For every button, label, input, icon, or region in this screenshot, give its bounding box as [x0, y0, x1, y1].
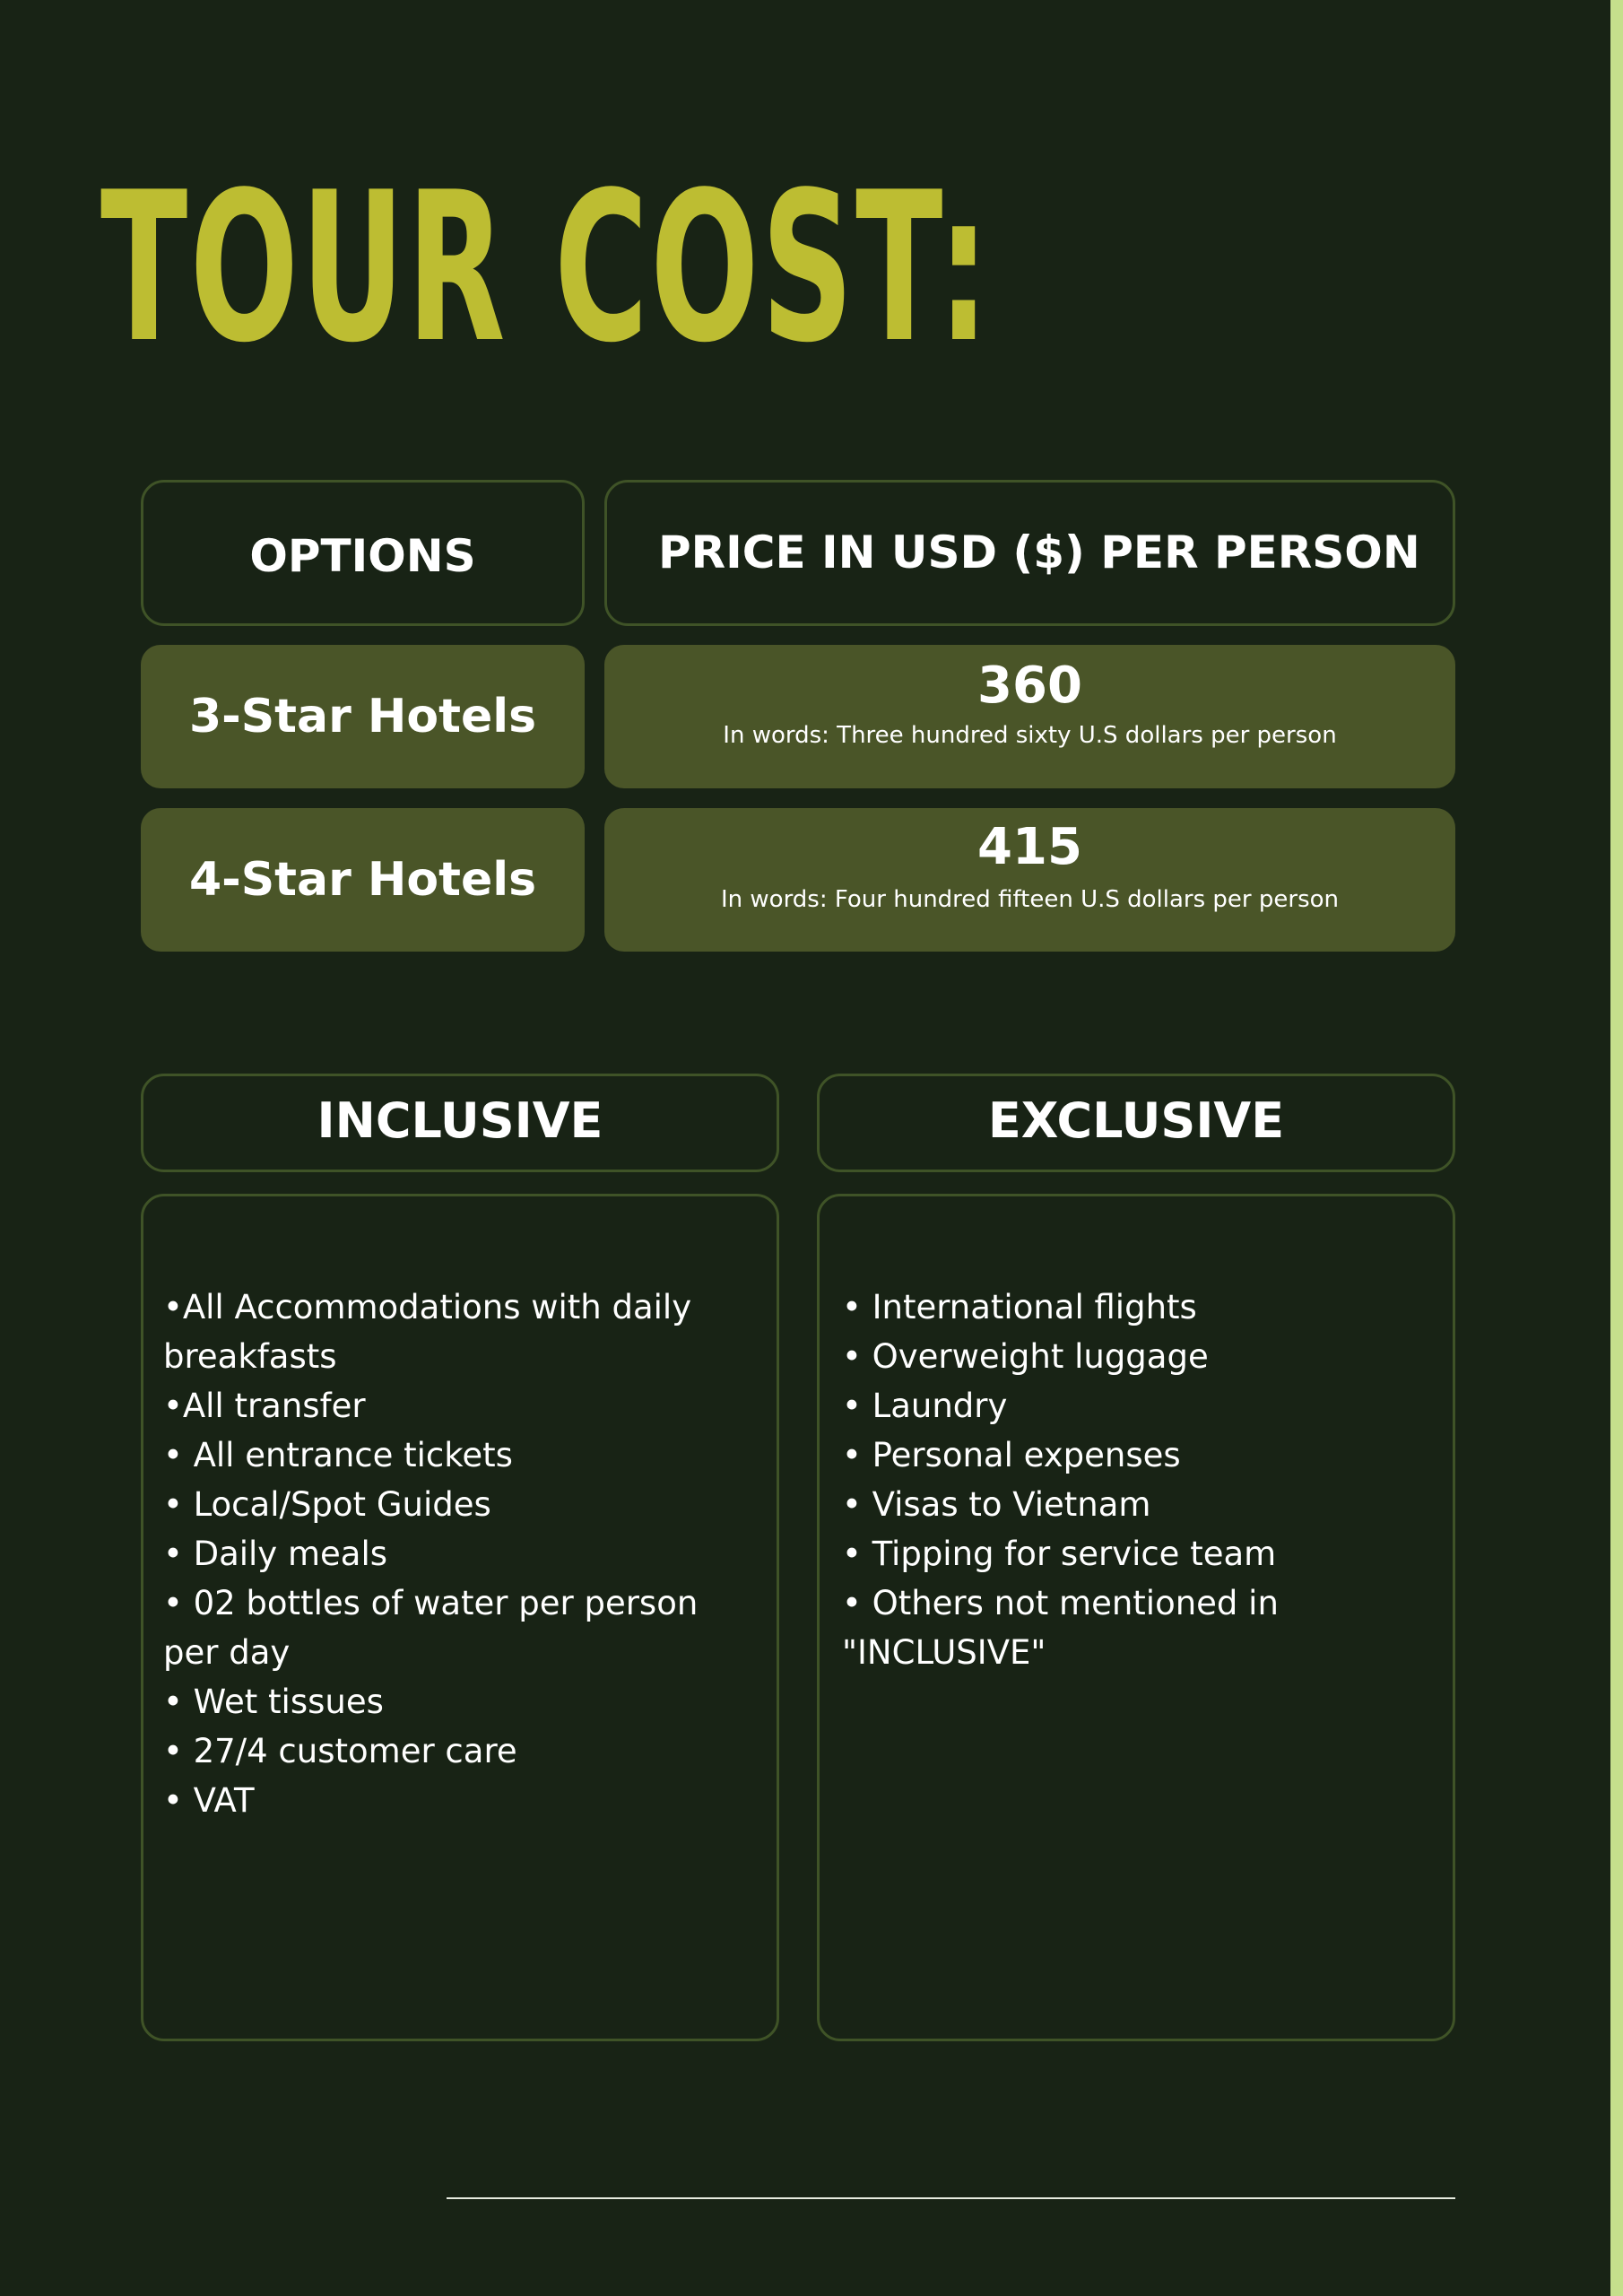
right-accent-stripe	[1610, 0, 1623, 2296]
option-cell-4-star	[141, 808, 585, 952]
list-item: • International flights	[842, 1288, 1197, 1326]
list-item: • 02 bottles of water per person per day	[163, 1584, 699, 1672]
list-item: • Personal expenses	[842, 1436, 1181, 1474]
inclusive-body-cell	[141, 1194, 779, 2041]
footer-divider	[447, 2197, 1455, 2199]
list-item: • VAT	[163, 1781, 255, 1820]
list-item: •All transfer	[163, 1387, 366, 1425]
exclusive-list	[842, 1283, 1281, 1677]
price-words-4-star: In words: Four hundred fifteen U.S dollars per person	[720, 886, 1339, 913]
price-header-cell	[604, 480, 1455, 626]
exclusive-header-cell	[817, 1074, 1455, 1172]
options-header-cell	[141, 480, 585, 626]
price-cell-3-star	[604, 645, 1455, 788]
price-cell-4-star	[604, 808, 1455, 952]
list-item: • Daily meals	[163, 1535, 388, 1573]
list-item: • Overweight luggage	[842, 1337, 1209, 1376]
option-cell-3-star	[141, 645, 585, 788]
page-title: TOUR COST:	[100, 149, 992, 388]
list-item: • Visas to Vietnam	[842, 1485, 1151, 1524]
list-item: •All Accommodations with daily breakfasts	[163, 1288, 692, 1376]
price-words-3-star: In words: Three hundred sixty U.S dollars per person	[723, 722, 1337, 749]
option-label-4-star: 4-Star Hotels	[188, 853, 537, 907]
inclusive-list	[163, 1283, 755, 1825]
exclusive-heading: EXCLUSIVE	[987, 1092, 1285, 1149]
list-item: • Local/Spot Guides	[163, 1485, 491, 1524]
inclusive-header-cell	[141, 1074, 779, 1172]
list-item: • Laundry	[842, 1387, 1008, 1425]
price-value-4-star: 415	[977, 818, 1082, 876]
list-item: • Tipping for service team	[842, 1535, 1277, 1573]
exclusive-body-cell	[817, 1194, 1455, 2041]
price-value-3-star: 360	[977, 657, 1082, 715]
price-header-label: PRICE IN USD ($) PER PERSON	[658, 526, 1420, 578]
list-item: • 27/4 customer care	[163, 1732, 517, 1770]
options-header-label: OPTIONS	[249, 530, 476, 582]
inclusive-heading: INCLUSIVE	[317, 1092, 603, 1149]
list-item: • Others not mentioned in "INCLUSIVE"	[842, 1584, 1279, 1672]
option-label-3-star: 3-Star Hotels	[188, 690, 537, 744]
list-item: • All entrance tickets	[163, 1436, 513, 1474]
list-item: • Wet tissues	[163, 1683, 384, 1721]
